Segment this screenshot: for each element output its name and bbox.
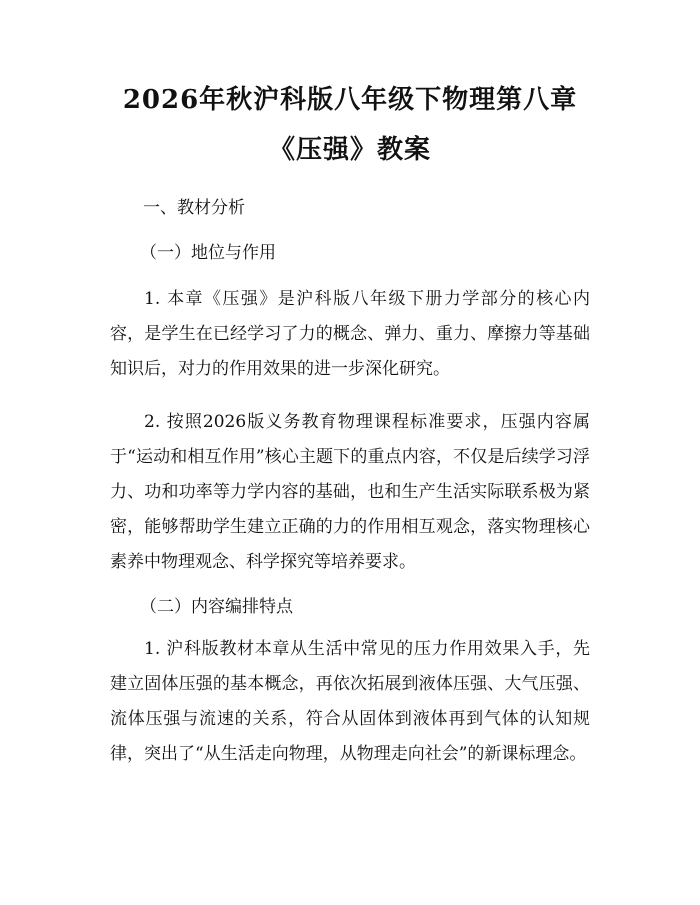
paragraph-3: 1. 沪科版教材本章从生活中常见的压力作用效果入手，先建立固体压强的基本概念，再依次拓展到液体压强、大气压强、流体压强与流速的关系，符合从固体到液体再到气体的认知规律，突出了“从生活走向物理，从物理走向社会”的新课标理念。 — [110, 639, 590, 764]
subsection-heading-content-arrangement: （二）内容编排特点 — [140, 597, 293, 617]
section-heading-textbook-analysis: 一、教材分析 — [143, 198, 245, 218]
subsection-heading-status-and-role: （一）地位与作用 — [140, 243, 276, 263]
paragraph-2: 2. 按照2026版义务教育物理课程标准要求，压强内容属于“运动和相互作用”核心主题下的重点内容，不仅是后续学习浮力、功和功率等力学内容的基础，也和生产生活实际联系极为紧密，能够帮助学生建立正确的力的作用相互观念，落实物理核心素养中物理观念、科学探究等培养要求。 — [110, 412, 590, 572]
document-title: 2026年秋沪科版八年级下物理第八章《压强》教案 — [122, 85, 578, 165]
paragraph-1: 1. 本章《压强》是沪科版八年级下册力学部分的核心内容，是学生在已经学习了力的概念、弹力、重力、摩擦力等基础知识后，对力的作用效果的进一步深化研究。 — [110, 289, 590, 379]
